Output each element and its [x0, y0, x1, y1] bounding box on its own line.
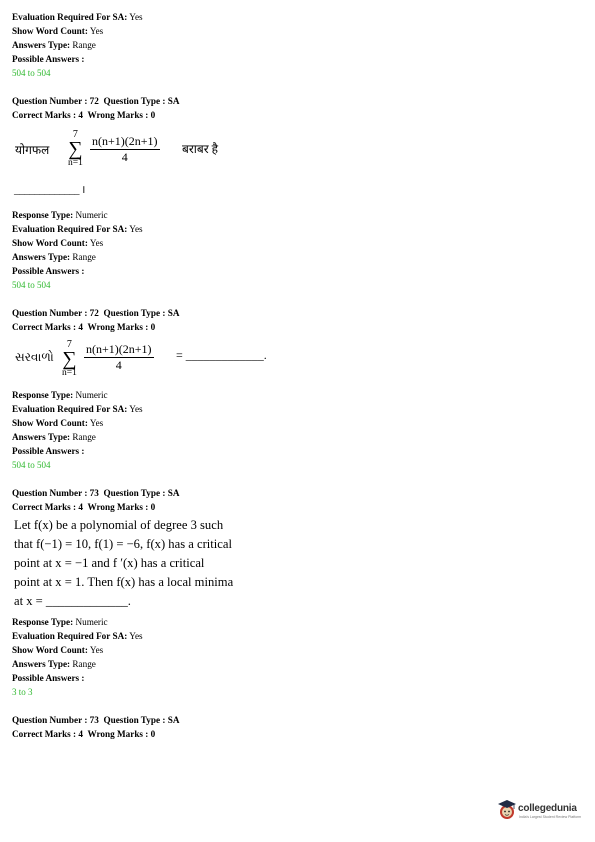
sum-word: योगफल: [15, 143, 50, 157]
response-type-row: Response Type: Numeric: [12, 617, 108, 627]
response-type-row: Response Type: Numeric: [12, 210, 108, 220]
marks-row: Correct Marks : 4 Wrong Marks : 0: [12, 502, 156, 512]
possible-answer-value: 3 to 3: [12, 687, 33, 697]
question-header: Question Number : 73 Question Type : SA: [12, 488, 180, 498]
summation: 7 ∑ n=1: [68, 129, 83, 168]
answers-type-row: Answers Type: Range: [12, 432, 96, 442]
brand-tagline: India's Largest Student Review Platform: [519, 815, 582, 819]
answers-type-row: Answers Type: Range: [12, 659, 96, 669]
graduation-cap-icon: [497, 799, 517, 821]
marks-row: Correct Marks : 4 Wrong Marks : 0: [12, 322, 156, 332]
show-word-count-row: Show Word Count: Yes: [12, 645, 104, 655]
exam-page: [12, 10, 582, 741]
question-math: [12, 124, 312, 178]
marks-row: Correct Marks : 4 Wrong Marks : 0: [12, 110, 156, 120]
possible-answer-value: 504 to 504: [12, 68, 51, 78]
brand-name: collegedunia: [518, 803, 577, 814]
marks-row: Correct Marks : 4 Wrong Marks : 0: [12, 729, 156, 739]
summation: 7 ∑ n=1: [62, 339, 77, 378]
eval-required-row: Evaluation Required For SA: Yes: [12, 631, 143, 641]
eval-required-row: Evaluation Required For SA: Yes: [12, 224, 143, 234]
eval-required-row: Evaluation Required For SA: Yes: [12, 404, 143, 414]
eval-required-row: Evaluation Required For SA: Yes: [12, 12, 143, 22]
response-type-row: Response Type: Numeric: [12, 390, 108, 400]
sum-word: સરવાળો: [15, 350, 54, 364]
question-header: Question Number : 72 Question Type : SA: [12, 308, 180, 318]
answers-type-row: Answers Type: Range: [12, 252, 96, 262]
collegedunia-logo: [497, 799, 587, 823]
possible-answer-value: 504 to 504: [12, 460, 51, 470]
suffix-text: बराबर है: [182, 142, 219, 156]
show-word-count-row: Show Word Count: Yes: [12, 26, 104, 36]
question-math: [12, 336, 312, 388]
answers-type-row: Answers Type: Range: [12, 40, 96, 50]
fraction: $\frac{n(n+1)(2n+1)}{4}$: [86, 342, 152, 372]
possible-answers-row: Possible Answers :: [12, 446, 85, 456]
question-header: Question Number : 73 Question Type : SA: [12, 715, 180, 725]
fraction: $\frac{n(n+1)(2n+1)}{4}$: [92, 134, 158, 164]
show-word-count-row: Show Word Count: Yes: [12, 418, 104, 428]
answer-blank: _____________ ।: [14, 184, 85, 196]
possible-answers-row: Possible Answers :: [12, 54, 85, 64]
suffix-text: = _____________.: [176, 348, 267, 362]
possible-answer-value: 504 to 504: [12, 280, 51, 290]
question-header: Question Number : 72 Question Type : SA: [12, 96, 180, 106]
possible-answers-row: Possible Answers :: [12, 673, 85, 683]
question-text: Let f(x) be a polynomial of degree 3 such that f(−1) = 10, f(1) = −6, f(x) has a critical point at x = −1 and f ′(x) has a critical point at x = 1. Then f(x) has a local minima at x = _____________.: [14, 518, 234, 608]
possible-answers-row: Possible Answers :: [12, 266, 85, 276]
show-word-count-row: Show Word Count: Yes: [12, 238, 104, 248]
